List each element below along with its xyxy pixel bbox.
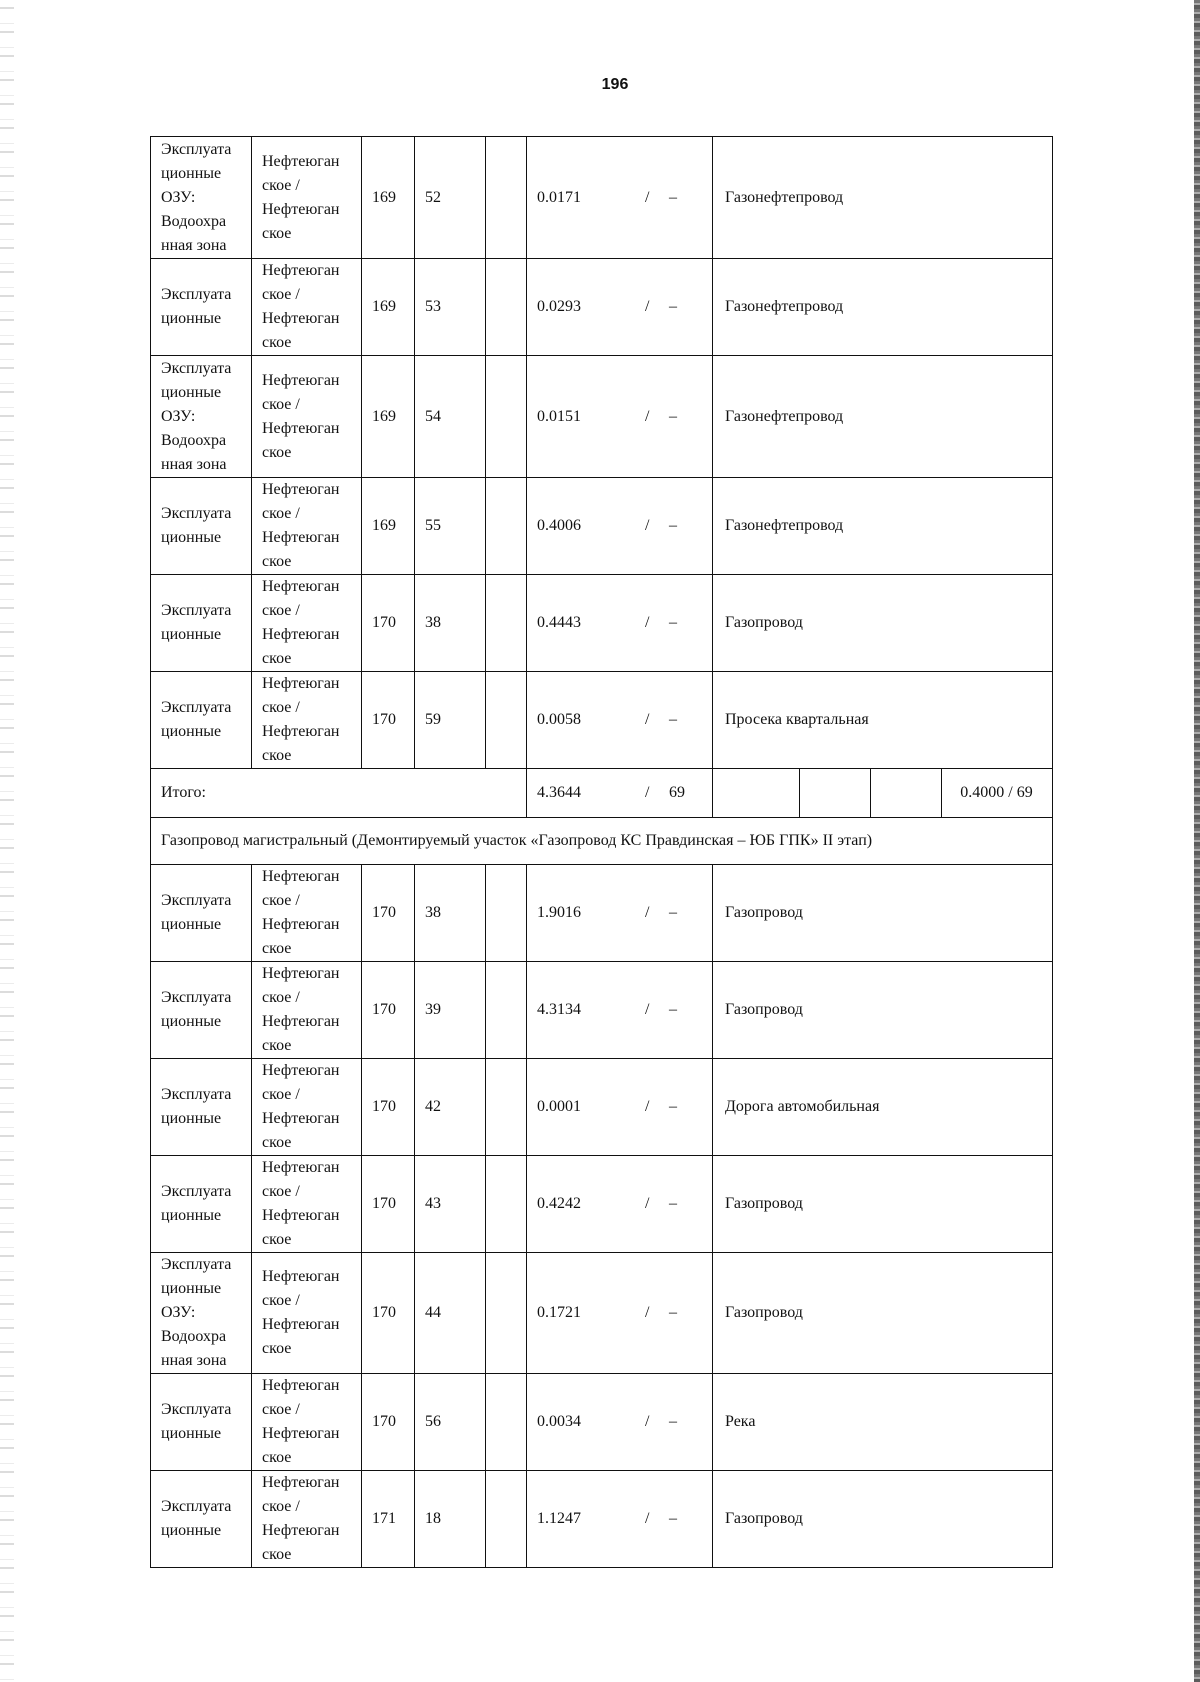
lesnichestvo-cell-line: Нефтеюган xyxy=(262,626,340,643)
total-split-cell xyxy=(713,769,1053,818)
purpose-cell: Газопровод xyxy=(713,1471,1053,1568)
area-value: 0.0001 xyxy=(537,1098,581,1115)
category-cell-line: ционные xyxy=(161,310,222,327)
category-cell-line: ционные xyxy=(161,1425,222,1442)
extra-cell xyxy=(486,1471,527,1568)
lesnichestvo-cell-line: ское / xyxy=(262,395,300,413)
lesnichestvo-cell xyxy=(252,259,362,356)
category-cell-line: ционные xyxy=(161,383,222,401)
vydel-cell: 53 xyxy=(415,259,486,356)
extra-cell xyxy=(486,672,527,769)
area-sep: / xyxy=(645,904,650,921)
category-cell-line: Эксплуата xyxy=(161,1401,232,1418)
category-cell-line: Эксплуата xyxy=(161,359,232,377)
lesnichestvo-cell xyxy=(252,672,362,769)
lesnichestvo-cell-line: Нефтеюган xyxy=(262,1316,340,1333)
area-sep: / xyxy=(645,1098,650,1115)
vydel-cell: 38 xyxy=(415,865,486,962)
area-count: – xyxy=(669,1413,677,1430)
category-cell-line: ОЗУ: xyxy=(161,188,196,206)
kvartal-cell: 170 xyxy=(362,865,415,962)
area-value: 0.4443 xyxy=(537,614,581,631)
lesnichestvo-cell-line: Нефтеюган xyxy=(262,419,340,437)
lesnichestvo-cell-line: Нефтеюган xyxy=(262,481,340,498)
lesnichestvo-cell-line: Нефтеюган xyxy=(262,1062,340,1079)
category-cell-line: Эксплуата xyxy=(161,989,232,1006)
area-count: – xyxy=(669,614,677,631)
lesnichestvo-cell-line: ское xyxy=(262,650,292,667)
area-cell xyxy=(527,1156,713,1253)
kvartal-cell: 169 xyxy=(362,259,415,356)
lesnichestvo-cell-line: Нефтеюган xyxy=(262,1425,340,1442)
table-row xyxy=(151,962,1053,1059)
category-cell-line: ционные xyxy=(161,1522,222,1539)
table-row xyxy=(151,1059,1053,1156)
vydel-cell: 44 xyxy=(415,1253,486,1374)
vydel-cell: 42 xyxy=(415,1059,486,1156)
table-body-top xyxy=(151,137,1053,769)
area-count: – xyxy=(669,711,677,728)
kvartal-cell: 170 xyxy=(362,1156,415,1253)
lesnichestvo-cell xyxy=(252,865,362,962)
lesnichestvo-cell-line: Нефтеюган xyxy=(262,1377,340,1394)
table-body-total xyxy=(151,769,1053,865)
lesnichestvo-cell-line: ское / xyxy=(262,286,300,303)
vydel-cell: 55 xyxy=(415,478,486,575)
area-sep: / xyxy=(645,517,650,534)
category-cell xyxy=(151,356,252,478)
lesnichestvo-cell-line: ское xyxy=(262,747,292,764)
category-cell-line: Водоохра xyxy=(161,431,227,449)
category-cell-line: ционные xyxy=(161,1110,222,1127)
lesnichestvo-cell-line: ское / xyxy=(262,505,300,522)
category-cell xyxy=(151,575,252,672)
area-value: 4.3134 xyxy=(537,1001,581,1018)
area-cell xyxy=(527,1059,713,1156)
lesnichestvo-cell-line: Нефтеюган xyxy=(262,965,340,982)
purpose-cell: Газонефтепровод xyxy=(713,478,1053,575)
category-cell xyxy=(151,259,252,356)
area-count: – xyxy=(669,517,677,534)
category-cell xyxy=(151,962,252,1059)
lesnichestvo-cell-line: ское / xyxy=(262,989,300,1006)
lesnichestvo-cell xyxy=(252,1156,362,1253)
area-count: – xyxy=(669,188,677,206)
lesnichestvo-cell-line: Нефтеюган xyxy=(262,152,340,170)
area-cell xyxy=(527,575,713,672)
category-cell-line: нная зона xyxy=(161,455,227,473)
category-cell-line: Эксплуата xyxy=(161,1183,232,1200)
section-title: Газопровод магистральный (Демонтируемый участок «Газопровод КС Правдинская – ЮБ ГПК» II этап) xyxy=(151,818,1053,865)
total-cell-2 xyxy=(799,769,870,817)
lesnichestvo-cell xyxy=(252,1471,362,1568)
lesnichestvo-cell-line: Нефтеюган xyxy=(262,1268,340,1285)
lesnichestvo-cell-line: ское / xyxy=(262,602,300,619)
scan-edge-left xyxy=(0,0,14,1682)
kvartal-cell: 170 xyxy=(362,575,415,672)
purpose-cell: Газонефтепровод xyxy=(713,137,1053,259)
extra-cell xyxy=(486,865,527,962)
extra-cell xyxy=(486,1374,527,1471)
area-sep: / xyxy=(645,298,650,315)
area-sep: / xyxy=(645,1304,650,1321)
kvartal-cell: 170 xyxy=(362,1059,415,1156)
area-sep: / xyxy=(645,1510,650,1527)
kvartal-cell: 170 xyxy=(362,1374,415,1471)
purpose-cell: Дорога автомобильная xyxy=(713,1059,1053,1156)
area-count: – xyxy=(669,407,677,425)
category-cell-line: ОЗУ: xyxy=(161,407,196,425)
table-row xyxy=(151,1471,1053,1568)
lesnichestvo-cell xyxy=(252,962,362,1059)
area-cell xyxy=(527,1471,713,1568)
total-cell-3 xyxy=(870,769,941,817)
lesnichestvo-cell-line: ское / xyxy=(262,1498,300,1515)
lesnichestvo-cell-line: ское / xyxy=(262,892,300,909)
area-value: 0.0151 xyxy=(537,407,581,425)
vydel-cell: 59 xyxy=(415,672,486,769)
category-cell-line: ционные xyxy=(161,529,222,546)
area-count: – xyxy=(669,1098,677,1115)
purpose-cell: Просека квартальная xyxy=(713,672,1053,769)
total-cell-1 xyxy=(713,769,799,817)
extra-cell xyxy=(486,962,527,1059)
land-plots-table xyxy=(150,136,1053,1568)
category-cell-line: ционные xyxy=(161,1280,222,1297)
lesnichestvo-cell-line: Нефтеюган xyxy=(262,868,340,885)
category-cell-line: Водоохра xyxy=(161,212,227,230)
lesnichestvo-cell-line: ское xyxy=(262,1449,292,1466)
lesnichestvo-cell-line: Нефтеюган xyxy=(262,262,340,279)
lesnichestvo-cell-line: Нефтеюган xyxy=(262,675,340,692)
area-cell xyxy=(527,137,713,259)
category-cell-line: Эксплуата xyxy=(161,1256,232,1273)
category-cell-line: ционные xyxy=(161,916,222,933)
area-cell xyxy=(527,1253,713,1374)
area-sep: / xyxy=(645,1001,650,1018)
area-cell xyxy=(527,356,713,478)
vydel-cell: 56 xyxy=(415,1374,486,1471)
vydel-cell: 54 xyxy=(415,356,486,478)
area-cell xyxy=(527,1374,713,1471)
lesnichestvo-cell-line: ское / xyxy=(262,1292,300,1309)
table-row xyxy=(151,259,1053,356)
area-cell xyxy=(527,672,713,769)
area-sep: / xyxy=(645,407,650,425)
category-cell-line: Эксплуата xyxy=(161,699,232,716)
lesnichestvo-cell-line: ское xyxy=(262,1037,292,1054)
category-cell xyxy=(151,478,252,575)
table-row xyxy=(151,575,1053,672)
table-row xyxy=(151,356,1053,478)
category-cell-line: Эксплуата xyxy=(161,140,232,158)
area-count: – xyxy=(669,1195,677,1212)
extra-cell xyxy=(486,575,527,672)
area-value: 0.1721 xyxy=(537,1304,581,1321)
category-cell xyxy=(151,672,252,769)
table-row xyxy=(151,1374,1053,1471)
lesnichestvo-cell-line: Нефтеюган xyxy=(262,1207,340,1224)
table-row xyxy=(151,1156,1053,1253)
lesnichestvo-cell-line: ское xyxy=(262,940,292,957)
lesnichestvo-cell-line: ское xyxy=(262,1340,292,1357)
lesnichestvo-cell-line: ское xyxy=(262,443,292,461)
area-cell xyxy=(527,962,713,1059)
area-cell xyxy=(527,259,713,356)
category-cell-line: Эксплуата xyxy=(161,505,232,522)
purpose-cell: Газонефтепровод xyxy=(713,356,1053,478)
lesnichestvo-cell xyxy=(252,575,362,672)
lesnichestvo-cell xyxy=(252,1374,362,1471)
extra-cell xyxy=(486,259,527,356)
table-row xyxy=(151,137,1053,259)
lesnichestvo-cell-line: ское / xyxy=(262,176,300,194)
lesnichestvo-cell-line: ское xyxy=(262,1546,292,1563)
category-cell-line: ционные xyxy=(161,1013,222,1030)
lesnichestvo-cell-line: Нефтеюган xyxy=(262,371,340,389)
purpose-cell: Газопровод xyxy=(713,962,1053,1059)
table-row xyxy=(151,1253,1053,1374)
purpose-cell: Газопровод xyxy=(713,1156,1053,1253)
area-value: 1.1247 xyxy=(537,1510,581,1527)
total-row xyxy=(151,769,1053,818)
vydel-cell: 39 xyxy=(415,962,486,1059)
kvartal-cell: 170 xyxy=(362,672,415,769)
area-sep: / xyxy=(645,614,650,631)
lesnichestvo-cell-line: Нефтеюган xyxy=(262,310,340,327)
category-cell xyxy=(151,1253,252,1374)
kvartal-cell: 171 xyxy=(362,1471,415,1568)
extra-cell xyxy=(486,1156,527,1253)
extra-cell xyxy=(486,1253,527,1374)
area-sep: / xyxy=(645,711,650,728)
total-area-cell xyxy=(527,769,713,818)
table-body-bottom xyxy=(151,865,1053,1568)
lesnichestvo-cell-line: Нефтеюган xyxy=(262,200,340,218)
lesnichestvo-cell-line: ское xyxy=(262,1134,292,1151)
area-value: 0.4006 xyxy=(537,517,581,534)
lesnichestvo-cell-line: Нефтеюган xyxy=(262,529,340,546)
purpose-cell: Газопровод xyxy=(713,575,1053,672)
lesnichestvo-cell xyxy=(252,356,362,478)
area-count: – xyxy=(669,1510,677,1527)
area-sep: / xyxy=(645,1413,650,1430)
category-cell xyxy=(151,1471,252,1568)
lesnichestvo-cell xyxy=(252,1059,362,1156)
category-cell-line: ционные xyxy=(161,626,222,643)
category-cell-line: Эксплуата xyxy=(161,286,232,303)
lesnichestvo-cell xyxy=(252,137,362,259)
total-sep: / xyxy=(645,784,650,801)
vydel-cell: 18 xyxy=(415,1471,486,1568)
extra-cell xyxy=(486,478,527,575)
kvartal-cell: 170 xyxy=(362,1253,415,1374)
lesnichestvo-cell xyxy=(252,478,362,575)
area-value: 1.9016 xyxy=(537,904,581,921)
extra-cell xyxy=(486,356,527,478)
lesnichestvo-cell-line: Нефтеюган xyxy=(262,578,340,595)
purpose-cell: Река xyxy=(713,1374,1053,1471)
total-count: 69 xyxy=(669,784,685,801)
category-cell-line: ционные xyxy=(161,1207,222,1224)
category-cell-line: Эксплуата xyxy=(161,1086,232,1103)
table-row xyxy=(151,865,1053,962)
lesnichestvo-cell-line: Нефтеюган xyxy=(262,723,340,740)
lesnichestvo-cell-line: ское xyxy=(262,224,292,242)
kvartal-cell: 169 xyxy=(362,478,415,575)
total-last: 0.4000 / 69 xyxy=(941,769,1051,817)
lesnichestvo-cell-line: ское xyxy=(262,1231,292,1248)
category-cell xyxy=(151,865,252,962)
lesnichestvo-cell-line: Нефтеюган xyxy=(262,1110,340,1127)
category-cell-line: Эксплуата xyxy=(161,892,232,909)
category-cell xyxy=(151,1059,252,1156)
category-cell-line: нная зона xyxy=(161,236,227,254)
purpose-cell: Газопровод xyxy=(713,1253,1053,1374)
vydel-cell: 52 xyxy=(415,137,486,259)
vydel-cell: 43 xyxy=(415,1156,486,1253)
lesnichestvo-cell-line: Нефтеюган xyxy=(262,1522,340,1539)
lesnichestvo-cell-line: ское / xyxy=(262,1086,300,1103)
kvartal-cell: 169 xyxy=(362,356,415,478)
lesnichestvo-cell-line: ское xyxy=(262,553,292,570)
lesnichestvo-cell-line: Нефтеюган xyxy=(262,1159,340,1176)
area-value: 0.0293 xyxy=(537,298,581,315)
category-cell-line: ОЗУ: xyxy=(161,1304,196,1321)
category-cell-line: Эксплуата xyxy=(161,1498,232,1515)
table-row xyxy=(151,478,1053,575)
area-value: 0.4242 xyxy=(537,1195,581,1212)
lesnichestvo-cell-line: ское / xyxy=(262,1401,300,1418)
section-row xyxy=(151,818,1053,865)
area-sep: / xyxy=(645,1195,650,1212)
category-cell-line: Эксплуата xyxy=(161,602,232,619)
category-cell xyxy=(151,1156,252,1253)
lesnichestvo-cell-line: Нефтеюган xyxy=(262,1474,340,1491)
extra-cell xyxy=(486,137,527,259)
lesnichestvo-cell-line: ское / xyxy=(262,1183,300,1200)
category-cell xyxy=(151,1374,252,1471)
table-row xyxy=(151,672,1053,769)
lesnichestvo-cell xyxy=(252,1253,362,1374)
total-label: Итого: xyxy=(151,769,527,818)
extra-cell xyxy=(486,1059,527,1156)
area-value: 0.0171 xyxy=(537,188,581,206)
total-area: 4.3644 xyxy=(537,784,581,801)
page-number: 196 xyxy=(601,76,629,93)
vydel-cell: 38 xyxy=(415,575,486,672)
purpose-cell: Газопровод xyxy=(713,865,1053,962)
area-count: – xyxy=(669,1304,677,1321)
area-count: – xyxy=(669,1001,677,1018)
area-value: 0.0058 xyxy=(537,711,581,728)
purpose-cell: Газонефтепровод xyxy=(713,259,1053,356)
kvartal-cell: 169 xyxy=(362,137,415,259)
lesnichestvo-cell-line: Нефтеюган xyxy=(262,916,340,933)
area-count: – xyxy=(669,298,677,315)
lesnichestvo-cell-line: ское xyxy=(262,334,292,351)
lesnichestvo-cell-line: ское / xyxy=(262,699,300,716)
category-cell-line: ционные xyxy=(161,164,222,182)
area-count: – xyxy=(669,904,677,921)
scan-edge-right xyxy=(1194,0,1200,1682)
category-cell-line: Водоохра xyxy=(161,1328,227,1345)
area-sep: / xyxy=(645,188,650,206)
category-cell-line: нная зона xyxy=(161,1352,227,1369)
category-cell xyxy=(151,137,252,259)
category-cell-line: ционные xyxy=(161,723,222,740)
area-value: 0.0034 xyxy=(537,1413,581,1430)
area-cell xyxy=(527,478,713,575)
area-cell xyxy=(527,865,713,962)
kvartal-cell: 170 xyxy=(362,962,415,1059)
lesnichestvo-cell-line: Нефтеюган xyxy=(262,1013,340,1030)
